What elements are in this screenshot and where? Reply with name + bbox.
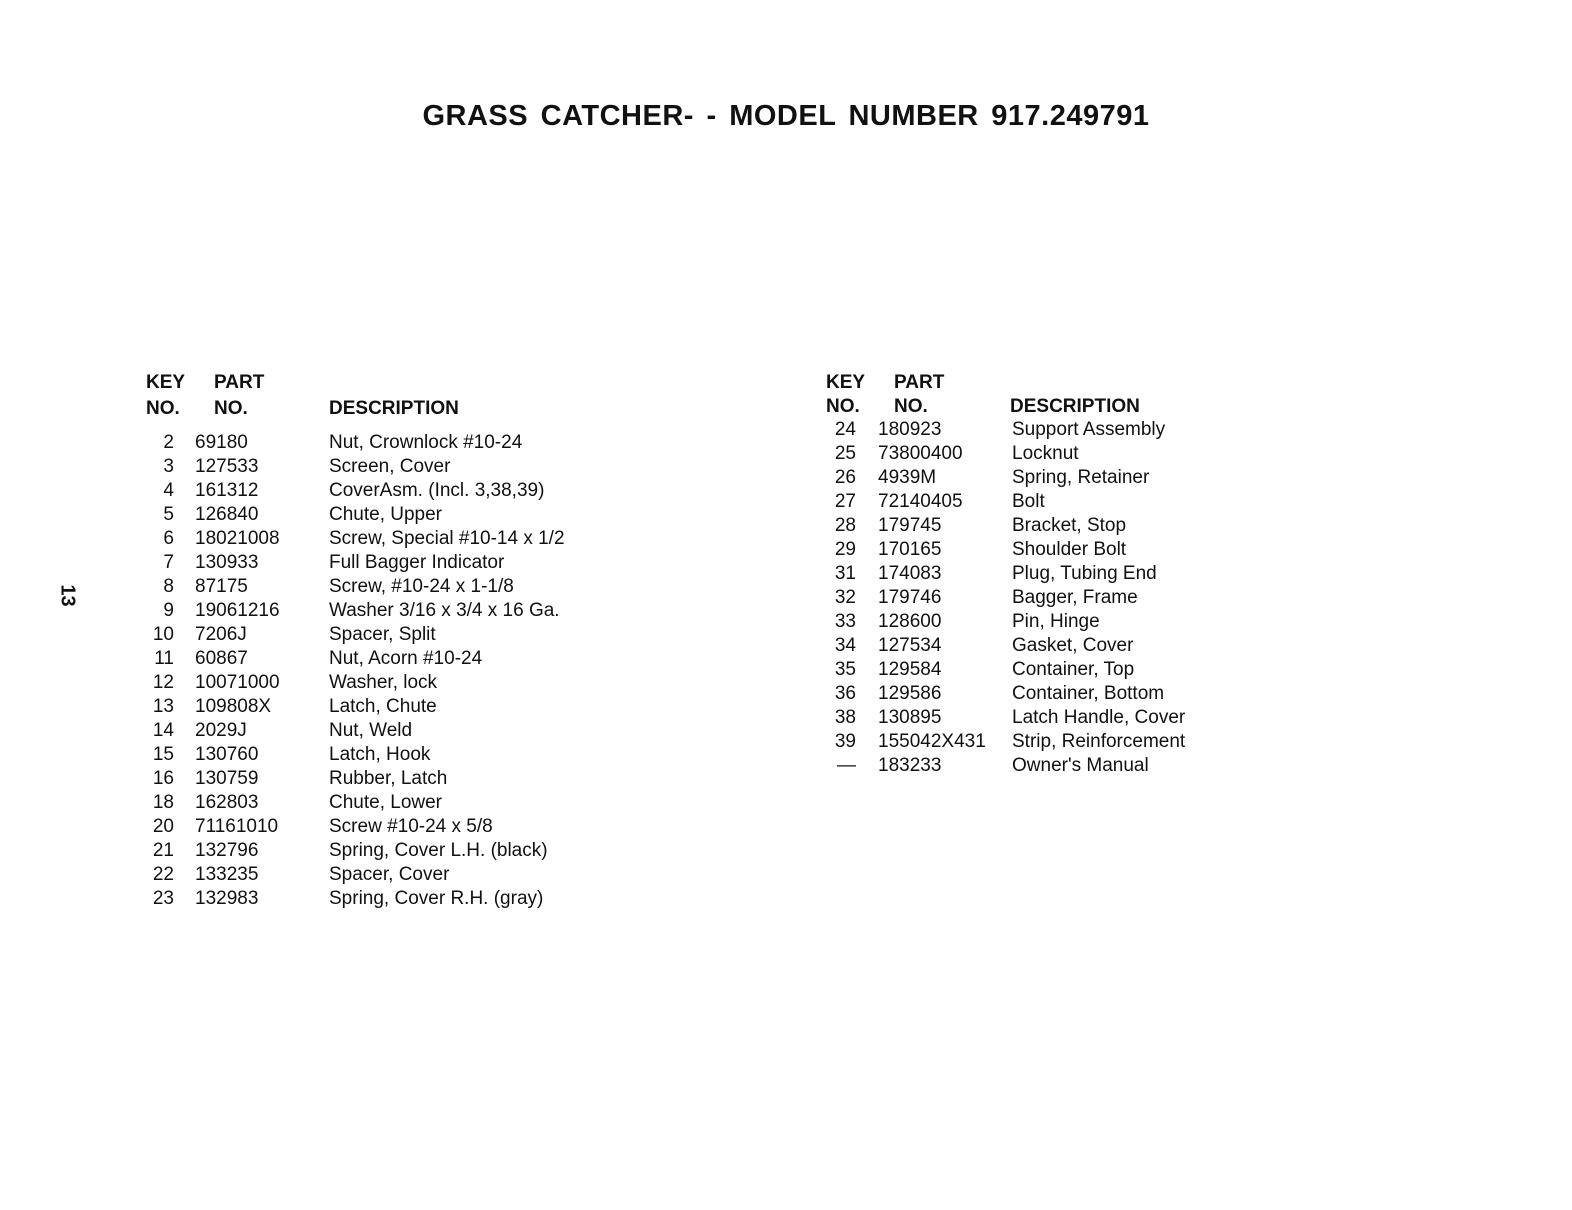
part-description: Strip, Reinforcement: [1012, 731, 1186, 752]
key-number: 29: [834, 539, 856, 560]
key-number: 20: [152, 816, 174, 837]
part-description: Spacer, Split: [329, 624, 436, 645]
parts-row: [140, 863, 620, 887]
part-description: CoverAsm. (Incl. 3,38,39): [329, 480, 545, 501]
key-number: 6: [163, 528, 174, 549]
key-number: 15: [152, 744, 174, 765]
part-number: 128600: [878, 611, 942, 632]
key-number: 16: [152, 768, 174, 789]
parts-row: [822, 514, 1222, 538]
key-number: —: [837, 755, 856, 776]
part-description: Chute, Lower: [329, 792, 443, 813]
part-description: Bagger, Frame: [1012, 587, 1138, 608]
part-number: 161312: [195, 480, 259, 501]
part-description: Pin, Hinge: [1012, 611, 1100, 632]
key-number: 3: [163, 456, 174, 477]
part-number: 130760: [195, 744, 259, 765]
parts-list-right: [822, 372, 1222, 790]
parts-row: [822, 634, 1222, 658]
key-number: 38: [834, 707, 856, 728]
part-number: 60867: [195, 648, 248, 669]
parts-row: [822, 730, 1222, 754]
parts-row: [140, 695, 620, 719]
parts-row: [140, 551, 620, 575]
part-description: Nut, Weld: [329, 720, 413, 741]
part-description: Washer, lock: [329, 672, 438, 693]
part-description: Nut, Crownlock #10-24: [329, 432, 523, 453]
description-header: DESCRIPTION: [329, 398, 459, 419]
key-number: 12: [152, 672, 174, 693]
parts-row: [140, 743, 620, 767]
part-description: Spacer, Cover: [329, 864, 450, 885]
part-description: Latch Handle, Cover: [1012, 707, 1186, 728]
key-number: 33: [834, 611, 856, 632]
part-number: 7206J: [195, 624, 247, 645]
part-number: 162803: [195, 792, 259, 813]
part-description: Latch, Chute: [329, 696, 437, 717]
part-number: 69180: [195, 432, 248, 453]
part-description: Washer 3/16 x 3/4 x 16 Ga.: [329, 600, 560, 621]
key-header-line1: KEY: [146, 372, 186, 393]
parts-row: [822, 490, 1222, 514]
part-number: 174083: [878, 563, 942, 584]
key-number: 25: [834, 443, 856, 464]
key-number: 35: [834, 659, 856, 680]
key-number: 22: [152, 864, 174, 885]
key-number: 21: [152, 840, 174, 861]
part-description: Shoulder Bolt: [1012, 539, 1127, 560]
part-number: 2029J: [195, 720, 247, 741]
part-description: Screw #10-24 x 5/8: [329, 816, 493, 837]
part-description: Spring, Retainer: [1012, 467, 1150, 488]
parts-row: [822, 562, 1222, 586]
part-number: 130895: [878, 707, 942, 728]
parts-row: [140, 575, 620, 599]
part-description: Gasket, Cover: [1012, 635, 1134, 656]
parts-row: [140, 479, 620, 503]
parts-row: [822, 658, 1222, 682]
key-number: 34: [834, 635, 856, 656]
parts-row: [822, 418, 1222, 442]
part-number: 87175: [195, 576, 248, 597]
key-number: 18: [152, 792, 174, 813]
part-number: 183233: [878, 755, 942, 776]
parts-row: [140, 599, 620, 623]
part-description: Container, Bottom: [1012, 683, 1165, 704]
part-description: Full Bagger Indicator: [329, 552, 505, 573]
parts-rows-left: [140, 431, 620, 911]
part-description: Spring, Cover R.H. (gray): [329, 888, 544, 909]
key-number: 4: [163, 480, 174, 501]
key-number: 11: [154, 648, 174, 669]
part-number: 180923: [878, 419, 942, 440]
part-number: 133235: [195, 864, 259, 885]
part-number: 170165: [878, 539, 942, 560]
part-header-line1: PART: [894, 372, 945, 393]
parts-row: [822, 682, 1222, 706]
page-number: 13: [56, 584, 79, 607]
parts-rows-right: [822, 418, 1222, 778]
key-number: 24: [834, 419, 856, 440]
part-description: Plug, Tubing End: [1012, 563, 1157, 584]
parts-row: [140, 719, 620, 743]
parts-row: [140, 431, 620, 455]
key-number: 23: [152, 888, 174, 909]
key-number: 8: [163, 576, 174, 597]
part-number: 4939M: [878, 467, 937, 488]
parts-row: [140, 671, 620, 695]
parts-row: [140, 455, 620, 479]
parts-row: [822, 538, 1222, 562]
key-number: 27: [834, 491, 856, 512]
part-description: Nut, Acorn #10-24: [329, 648, 483, 669]
key-header-line1: KEY: [826, 372, 866, 393]
part-header-line2: NO.: [214, 398, 248, 419]
part-number: 129584: [878, 659, 942, 680]
key-number: 2: [163, 432, 174, 453]
parts-row: [140, 623, 620, 647]
part-description: Chute, Upper: [329, 504, 443, 525]
key-number: 36: [834, 683, 856, 704]
part-number: 71161010: [195, 816, 279, 837]
parts-row: [140, 767, 620, 791]
part-number: 132796: [195, 840, 259, 861]
parts-row: [822, 586, 1222, 610]
parts-row: [140, 815, 620, 839]
part-number: 109808X: [195, 696, 272, 717]
parts-row: [822, 442, 1222, 466]
part-description: Support Assembly: [1012, 419, 1166, 440]
key-number: 14: [152, 720, 174, 741]
key-number: 32: [834, 587, 856, 608]
part-description: Owner's Manual: [1012, 755, 1149, 776]
part-number: 155042X431: [878, 731, 986, 752]
part-number: 10071000: [195, 672, 280, 693]
key-number: 5: [163, 504, 174, 525]
part-number: 179746: [878, 587, 942, 608]
key-header-line2: NO.: [826, 396, 860, 417]
parts-row: [822, 754, 1222, 778]
parts-row: [140, 791, 620, 815]
key-number: 10: [152, 624, 174, 645]
part-description: Screen, Cover: [329, 456, 451, 477]
key-number: 13: [152, 696, 174, 717]
part-number: 72140405: [878, 491, 963, 512]
part-header-line1: PART: [214, 372, 265, 393]
part-number: 129586: [878, 683, 942, 704]
part-number: 73800400: [878, 443, 963, 464]
key-number: 26: [834, 467, 856, 488]
parts-row: [140, 887, 620, 911]
part-number: 19061216: [195, 600, 280, 621]
part-description: Latch, Hook: [329, 744, 431, 765]
part-description: Container, Top: [1012, 659, 1135, 680]
parts-row: [822, 466, 1222, 490]
part-description: Bolt: [1012, 491, 1045, 512]
parts-row: [140, 527, 620, 551]
description-header: DESCRIPTION: [1010, 396, 1140, 417]
part-number: 179745: [878, 515, 942, 536]
parts-list-header: [140, 372, 620, 428]
part-description: Locknut: [1012, 443, 1079, 464]
part-description: Rubber, Latch: [329, 768, 448, 789]
key-number: 39: [834, 731, 856, 752]
part-description: Screw, Special #10-14 x 1/2: [329, 528, 565, 549]
part-number: 126840: [195, 504, 259, 525]
part-description: Spring, Cover L.H. (black): [329, 840, 548, 861]
part-description: Bracket, Stop: [1012, 515, 1127, 536]
part-description: Screw, #10-24 x 1-1/8: [329, 576, 514, 597]
key-number: 9: [163, 600, 174, 621]
part-number: 130759: [195, 768, 259, 789]
part-header-line2: NO.: [894, 396, 928, 417]
parts-row: [140, 503, 620, 527]
part-number: 127533: [195, 456, 259, 477]
key-number: 31: [834, 563, 856, 584]
part-number: 130933: [195, 552, 259, 573]
page-title: GRASS CATCHER- - MODEL NUMBER 917.249791: [422, 100, 1150, 132]
parts-row: [822, 610, 1222, 634]
part-number: 132983: [195, 888, 259, 909]
part-number: 127534: [878, 635, 942, 656]
key-number: 28: [834, 515, 856, 536]
key-header-line2: NO.: [146, 398, 180, 419]
parts-list-left: [140, 372, 620, 908]
parts-row: [822, 706, 1222, 730]
parts-row: [140, 839, 620, 863]
parts-row: [140, 647, 620, 671]
key-number: 7: [163, 552, 174, 573]
part-number: 18021008: [195, 528, 280, 549]
